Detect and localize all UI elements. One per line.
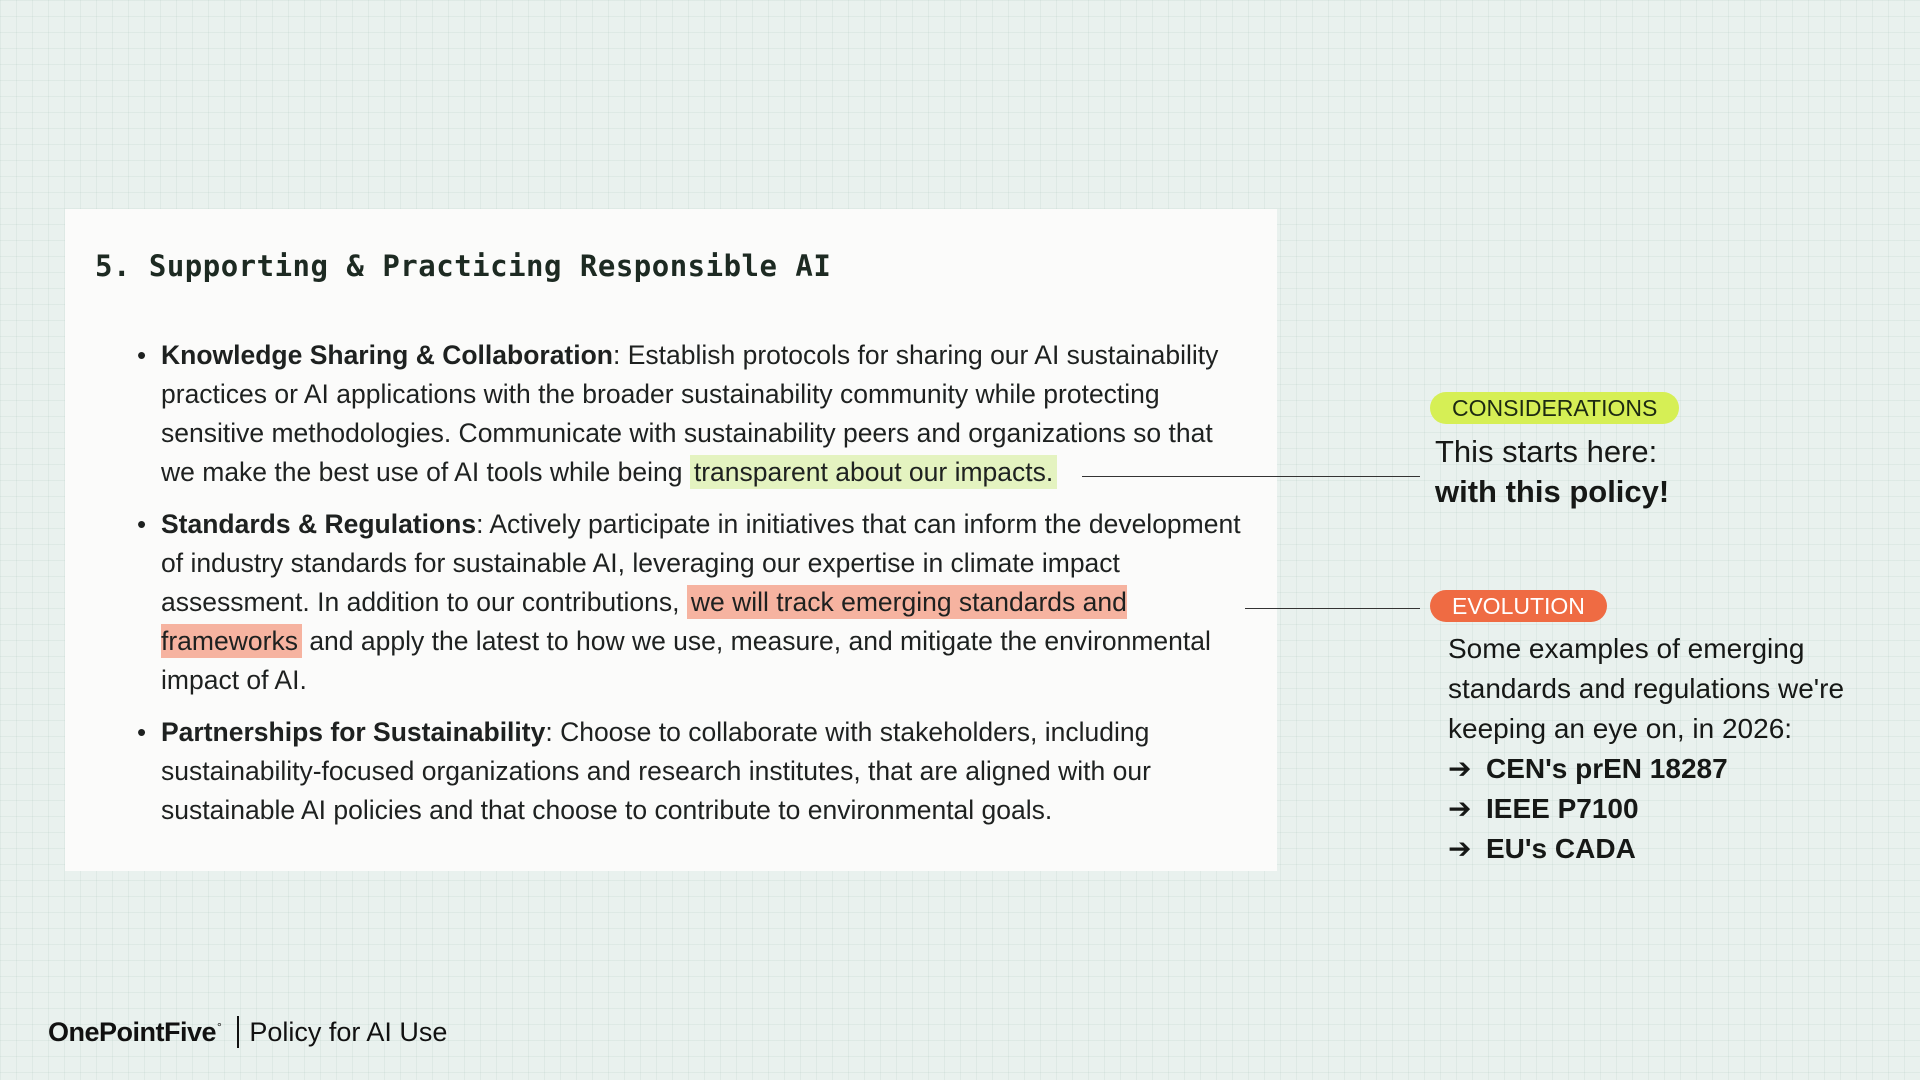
- evolution-note: [1448, 629, 1844, 869]
- section-title: 5. Supporting & Practicing Responsible AI: [95, 249, 832, 283]
- footer-title: Policy for AI Use: [249, 1016, 448, 1047]
- policy-card: [65, 209, 1277, 871]
- bullet-heading: Partnerships for Sustainability: [161, 717, 546, 747]
- right-arrow-icon: ➔: [1448, 753, 1472, 784]
- list-item: [137, 713, 1241, 830]
- right-arrow-icon: ➔: [1448, 793, 1472, 824]
- brand-name: OnePointFive: [48, 1016, 217, 1047]
- example-label: EU's CADA: [1486, 833, 1636, 864]
- considerations-badge: CONSIDERATIONS: [1430, 392, 1679, 424]
- connector-line-evolution: [1245, 608, 1420, 609]
- bullet-dot-icon: •: [137, 717, 147, 747]
- considerations-note: [1435, 432, 1669, 512]
- highlight-transparent: transparent about our impacts.: [690, 455, 1057, 489]
- bullet-heading: Knowledge Sharing & Collaboration: [161, 340, 613, 370]
- examples-list: [1448, 749, 1844, 869]
- list-item: [1448, 789, 1844, 829]
- connector-line-considerations: [1082, 476, 1420, 477]
- bullet-text: : Establish protocols for sharing our AI sustainability practices or AI applications with the broader sustainability community while protecting sensitive methodologies. Communicate with sustainability peers and organizations so that we make the best use of AI tools while being: [161, 340, 1219, 487]
- considerations-line1: This starts here:: [1435, 434, 1658, 469]
- highlight-track-standards: we will track emerging standards and frameworks: [161, 587, 1127, 656]
- list-item: [137, 505, 1241, 700]
- bullet-text: : Actively participate in initiatives that can inform the development of industry standards for sustainable AI, leveraging our expertise in climate impact assessment. In addition to our contributions,: [161, 509, 1241, 617]
- degree-mark-icon: °: [217, 1019, 222, 1034]
- bullet-text-after: and apply the latest to how we use, measure, and mitigate the environmental impact of AI.: [161, 626, 1211, 695]
- list-item: [1448, 749, 1844, 789]
- example-label: CEN's prEN 18287: [1486, 753, 1728, 784]
- bullet-text: : Choose to collaborate with stakeholders, including sustainability-focused organizations and research institutes, that are aligned with our sustainable AI policies and that choose to contribute to environmental goals.: [161, 717, 1151, 825]
- considerations-line2: with this policy!: [1435, 474, 1670, 509]
- evolution-badge: EVOLUTION: [1430, 590, 1607, 622]
- evolution-intro-line2: standards and regulations we're: [1448, 673, 1845, 704]
- right-arrow-icon: ➔: [1448, 833, 1472, 864]
- footer-divider: [237, 1016, 239, 1048]
- bullet-dot-icon: •: [137, 340, 147, 370]
- bullet-heading: Standards & Regulations: [161, 509, 477, 539]
- evolution-intro-line1: Some examples of emerging: [1448, 633, 1805, 664]
- list-item: [137, 336, 1241, 492]
- brand-logo: [48, 1017, 221, 1048]
- bullet-dot-icon: •: [137, 509, 147, 539]
- footer: [48, 1014, 447, 1050]
- bullet-list: [137, 336, 1241, 843]
- list-item: [1448, 829, 1844, 869]
- example-label: IEEE P7100: [1486, 793, 1639, 824]
- evolution-intro-line3: keeping an eye on, in 2026:: [1448, 713, 1793, 744]
